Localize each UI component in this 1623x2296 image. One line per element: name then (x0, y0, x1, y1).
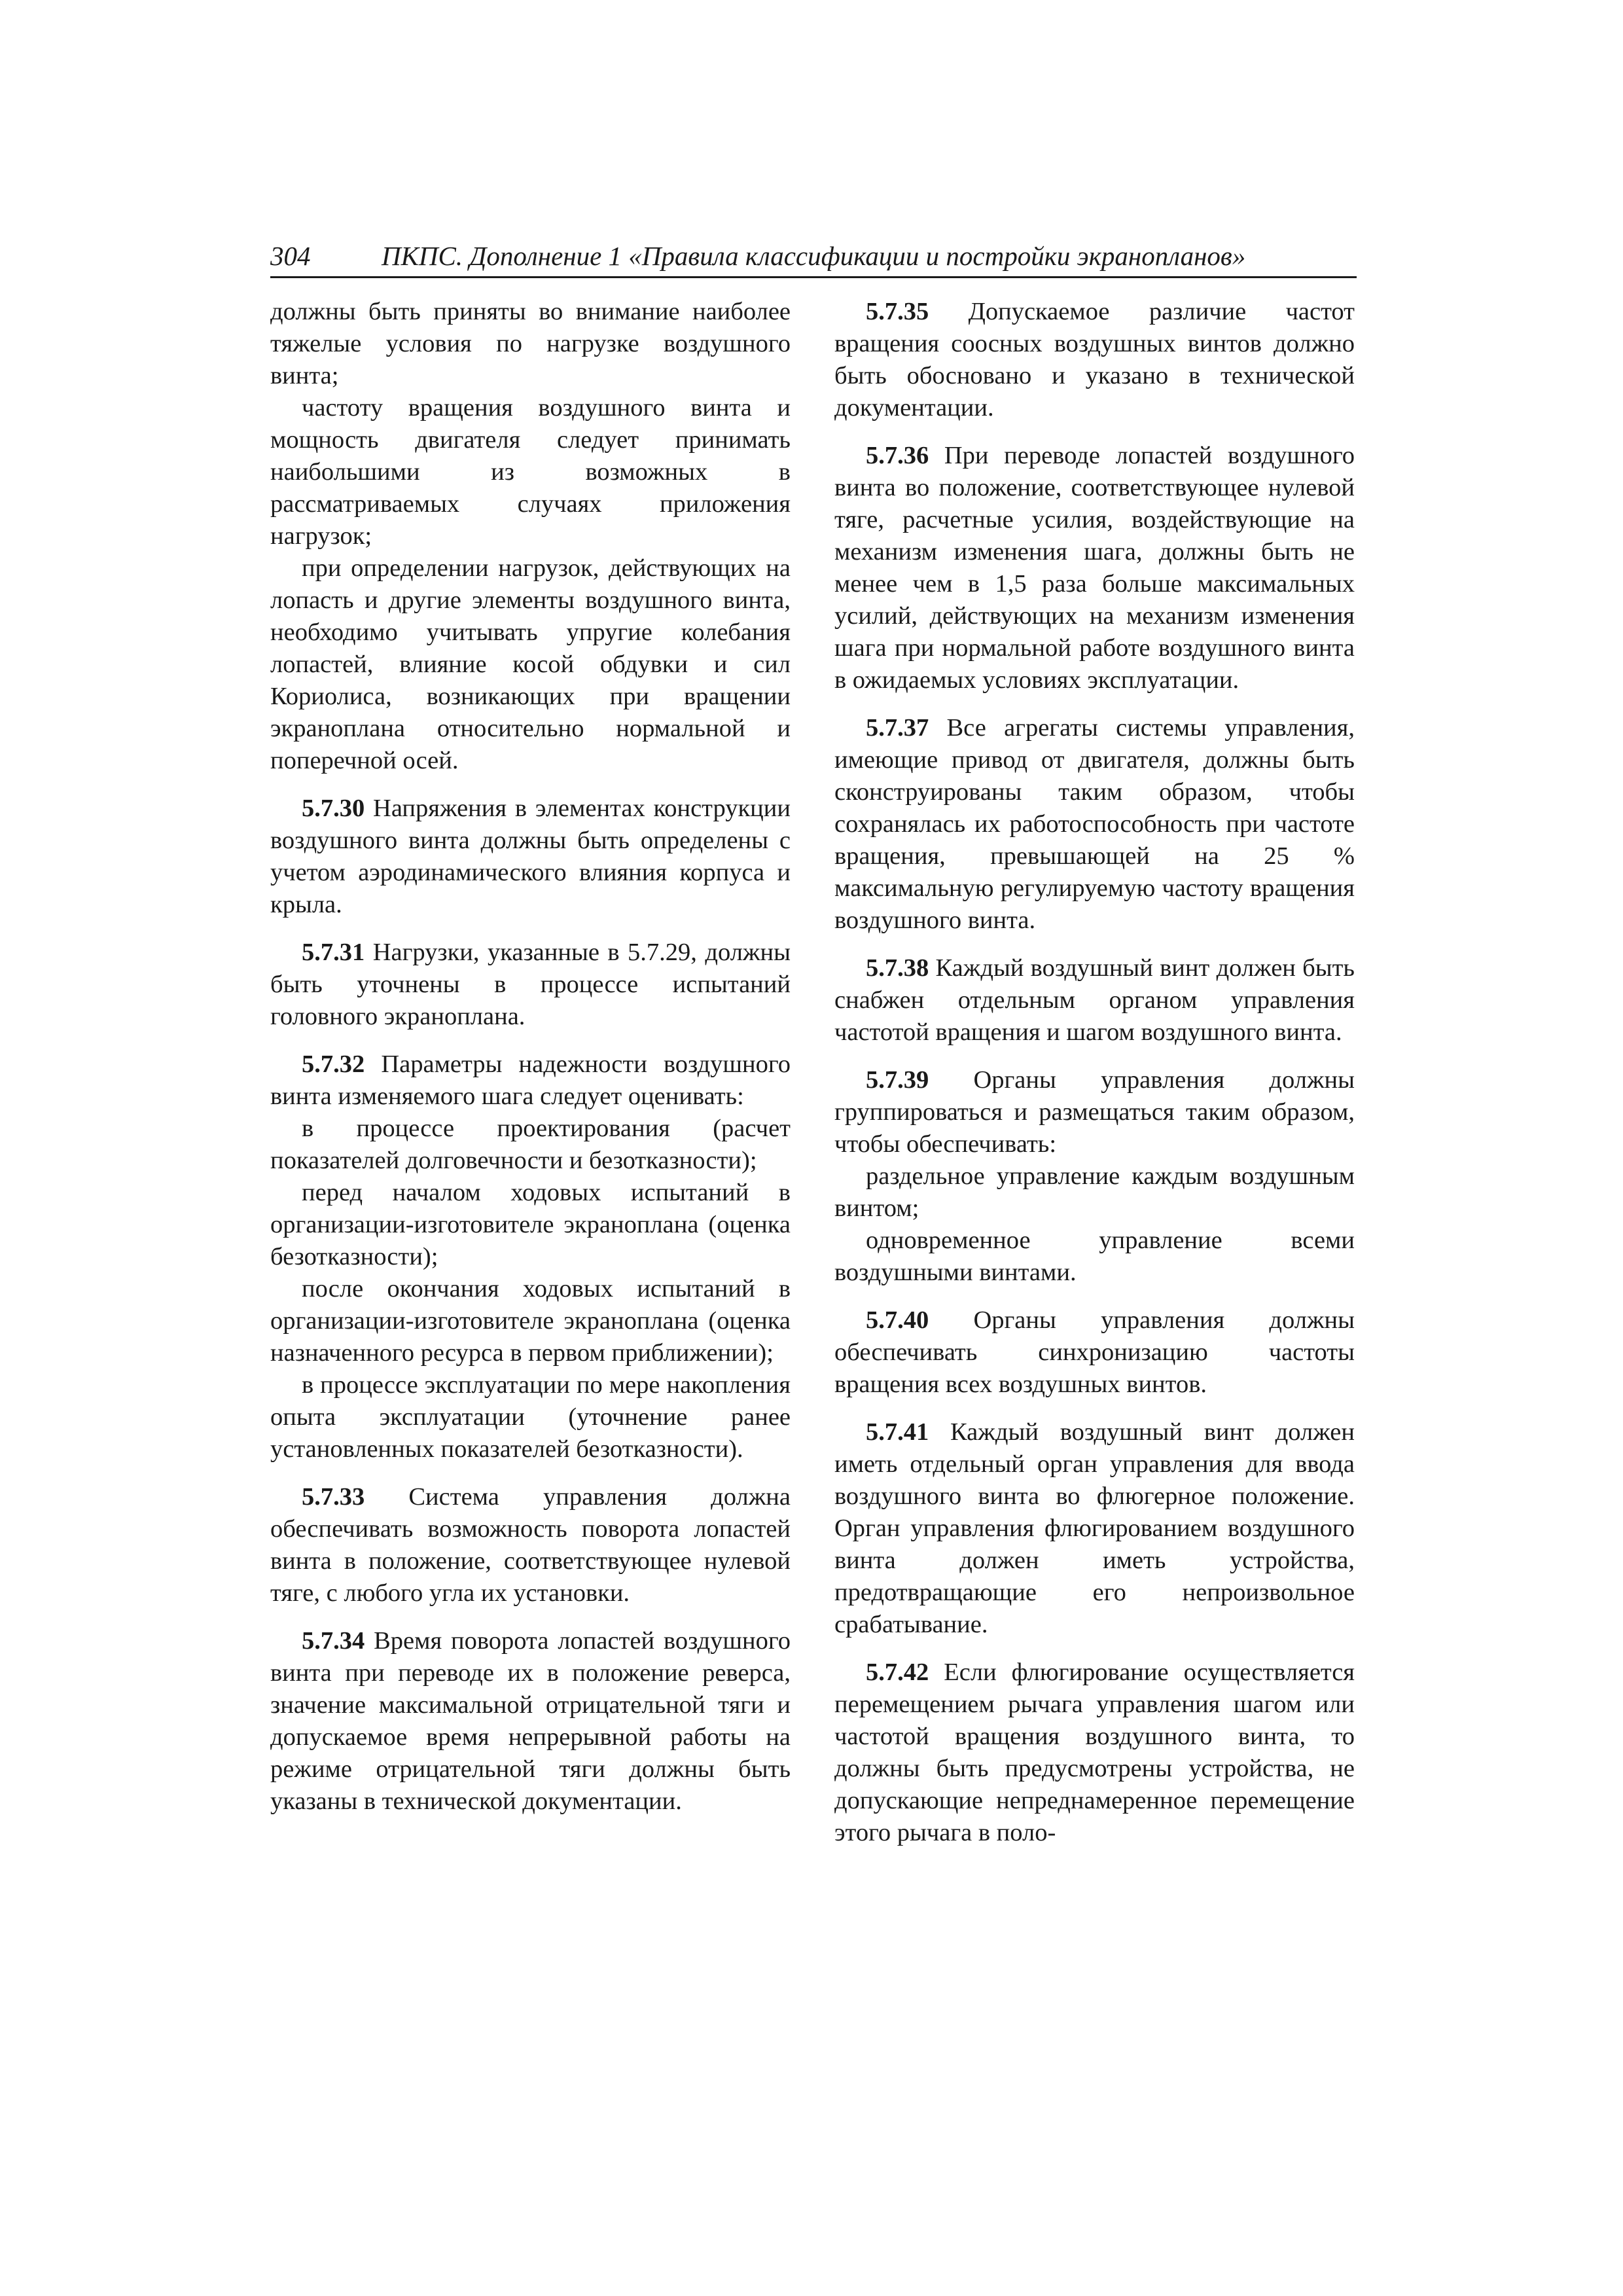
clause-number: 5.7.38 (866, 954, 929, 982)
clause-paragraph (270, 1625, 791, 1818)
text-paragraph (270, 296, 791, 392)
running-title: ПКПС. Дополнение 1 «Правила классификации и постройки экранопланов» (382, 241, 1246, 271)
paragraph-text: Нагрузки, указанные в 5.7.29, должны быть уточнены в процессе испытаний головного экраноплана. (270, 939, 791, 1030)
right-text-column (834, 296, 1355, 1849)
paragraph-text: Органы управления должны обеспечивать синхронизацию частоты вращения всех воздушных винтов. (834, 1306, 1355, 1398)
clause-number: 5.7.39 (866, 1066, 929, 1094)
paragraph-text: перед началом ходовых испытаний в организации-изготовителе экраноплана (оценка безотказности); (270, 1179, 791, 1270)
paragraph-text: раздельное управление каждым воздушным винтом; (834, 1162, 1355, 1222)
paragraph-text: в процессе проектирования (расчет показателей долговечности и безотказности); (270, 1115, 791, 1174)
clause-number: 5.7.37 (866, 714, 929, 742)
clause-paragraph (270, 1481, 791, 1609)
clause-paragraph (834, 440, 1355, 696)
page-header (270, 236, 1357, 278)
paragraph-text: Если флюгирование осуществляется перемещением рычага управления шагом или частотой вращения воздушного винта, то должны быть предусмотрены устройства, не допускающие непреднамеренное перемещение этого рычага в поло- (834, 1659, 1355, 1846)
text-paragraph (270, 1113, 791, 1177)
clause-paragraph (834, 1416, 1355, 1641)
text-paragraph (270, 392, 791, 552)
clause-number: 5.7.35 (866, 298, 929, 325)
clause-paragraph (834, 952, 1355, 1049)
paragraph-text: частоту вращения воздушного винта и мощность двигателя следует принимать наибольшими из возможных в рассматриваемых случаях приложения нагрузок; (270, 394, 791, 550)
clause-number: 5.7.41 (866, 1418, 929, 1446)
clause-paragraph (270, 1049, 791, 1113)
clause-number: 5.7.33 (302, 1483, 365, 1511)
paragraph-text: в процессе эксплуатации по мере накопления опыта эксплуатации (уточнение ранее установленных показателей безотказности). (270, 1371, 791, 1463)
clause-paragraph (270, 937, 791, 1033)
clause-paragraph (270, 793, 791, 921)
clause-paragraph (834, 1064, 1355, 1160)
text-paragraph (270, 1273, 791, 1369)
text-paragraph (270, 1177, 791, 1273)
paragraph-text: после окончания ходовых испытаний в организации-изготовителе экраноплана (оценка назначенного ресурса в первом приближении); (270, 1275, 791, 1367)
clause-paragraph (834, 1657, 1355, 1849)
paragraph-text: Допускаемое различие частот вращения соосных воздушных винтов должно быть обосновано и указано в технической документации. (834, 298, 1355, 422)
paragraph-text: Напряжения в элементах конструкции воздушного винта должны быть определены с учетом аэродинамического влияния корпуса и крыла. (270, 795, 791, 918)
clause-number: 5.7.30 (302, 795, 365, 822)
paragraph-text: должны быть приняты во внимание наиболее тяжелые условия по нагрузке воздушного винта; (270, 298, 791, 389)
text-paragraph (270, 552, 791, 777)
clause-number: 5.7.40 (866, 1306, 929, 1334)
clause-paragraph (834, 712, 1355, 937)
paragraph-text: Каждый воздушный винт должен иметь отдельный орган управления для ввода воздушного винта во флюгерное положение. Орган управления флюгированием воздушного винта должен иметь устройства, предотвращающие его непроизвольное срабатывание. (834, 1418, 1355, 1638)
paragraph-text: Система управления должна обеспечивать возможность поворота лопастей винта в положение, соответствующее нулевой тяге, с любого угла их установки. (270, 1483, 791, 1607)
text-paragraph (834, 1160, 1355, 1225)
clause-number: 5.7.42 (866, 1659, 929, 1686)
paragraph-text: Органы управления должны группироваться и размещаться таким образом, чтобы обеспечивать: (834, 1066, 1355, 1158)
text-paragraph (834, 1225, 1355, 1289)
paragraph-text: Параметры надежности воздушного винта изменяемого шага следует оценивать: (270, 1050, 791, 1110)
clause-number: 5.7.36 (866, 442, 929, 469)
left-text-column (270, 296, 791, 1818)
clause-number: 5.7.34 (302, 1627, 365, 1655)
paragraph-text: Все агрегаты системы управления, имеющие привод от двигателя, должны быть сконструированы таким образом, чтобы сохранялась их работоспособность при частоте вращения, превышающей на 25 % максимальную регулируемую частоту вращения воздушного винта. (834, 714, 1355, 934)
paragraph-text: Время поворота лопастей воздушного винта при переводе их в положение реверса, значение максимальной отрицательной тяги и допускаемое время непрерывной работы на режиме отрицательной тяги должны быть указаны в технической документации. (270, 1627, 791, 1815)
clause-number: 5.7.31 (302, 939, 365, 966)
paragraph-text: одновременное управление всеми воздушными винтами. (834, 1227, 1355, 1286)
text-paragraph (270, 1369, 791, 1465)
paragraph-text: При переводе лопастей воздушного винта во положение, соответствующее нулевой тяге, расчетные усилия, воздействующие на механизм изменения шага, должны быть не менее чем в 1,5 раза больше максимальных усилий, действующих на механизм изменения шага при нормальной работе воздушного винта в ожидаемых условиях эксплуатации. (834, 442, 1355, 694)
clause-paragraph (834, 296, 1355, 424)
paragraph-text: при определении нагрузок, действующих на лопасть и другие элементы воздушного винта, необходимо учитывать упругие колебания лопастей, влияние косой обдувки и сил Кориолиса, возникающих при вращении экраноплана относительно нормальной и поперечной осей. (270, 554, 791, 774)
clause-number: 5.7.32 (302, 1050, 365, 1078)
paragraph-text: Каждый воздушный винт должен быть снабжен отдельным органом управления частотой вращения и шагом воздушного винта. (834, 954, 1355, 1046)
clause-paragraph (834, 1304, 1355, 1401)
page-number: 304 (270, 241, 311, 271)
